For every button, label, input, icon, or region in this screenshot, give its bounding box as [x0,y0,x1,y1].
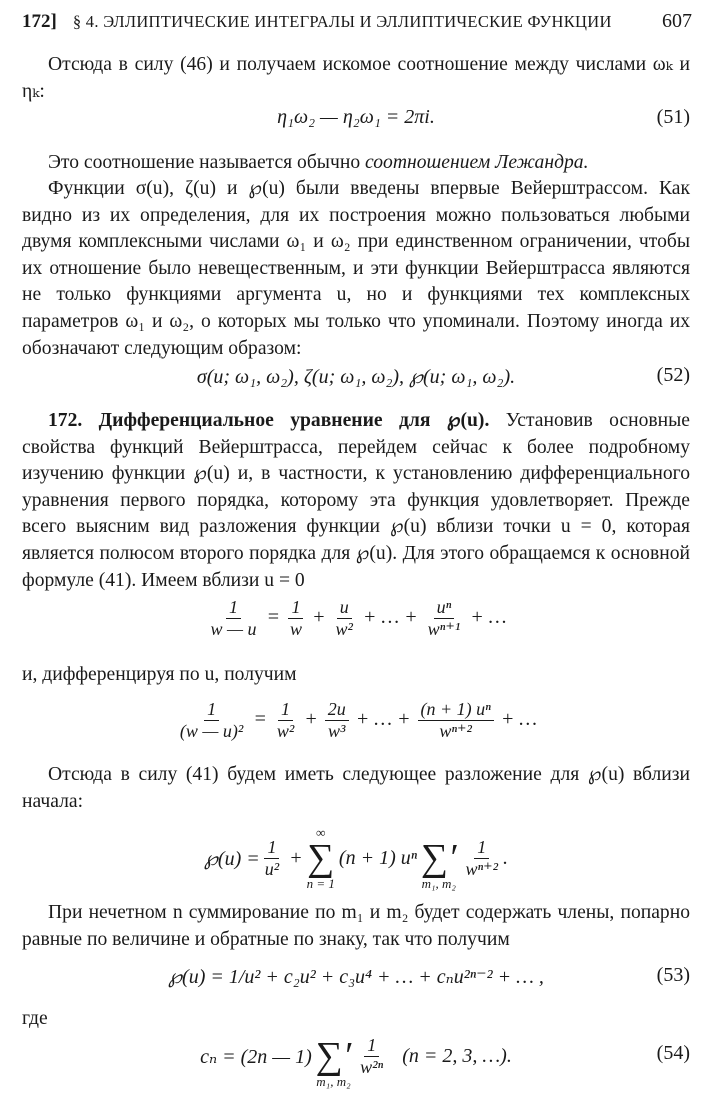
expansion-1: $\frac{1}{w — u}$ = $\frac{1}{w}$ + $\frac{u}{\text{w²}}$ + … + $\frac{\text{uⁿ}}{\text{wⁿ⁺¹}}$ + … [22,598,690,646]
paragraph-3: Функции σ(u), ζ(u) и ℘(u) были введены впервые Вейерштрассом. Как видно из их определения, для их построения можно пользоваться любыми двумя комплексными числами ω₁ и ω₂ при единственном ограничении, чтобы их отношение было невещественным, и эти функции Вейерштрасса являются не только функциями аргумента u, но и функциями тех комплексных параметров ω₁ и ω₂, о которых мы только что упоминали. Поэтому иногда их обозначают следующим образом: [22,178,690,359]
frac-1-wu2: $\frac{1}{\text{(w — u)²}}$ [179,699,244,741]
paragraph-7: При нечетном n суммирование по m₁ и m₂ будет содержать члены, попарно равные по величине и обратные по знаку, так что получим [22,902,690,950]
section-172 [22,408,690,594]
chapter-title: § 4. ЭЛЛИПТИЧЕСКИЕ ИНТЕГРАЛЫ И ЭЛЛИПТИЧЕСКИЕ ФУНКЦИИ [72,12,612,31]
frac-un-wn1: $\frac{\text{uⁿ}}{\text{wⁿ⁺¹}}$ [427,597,461,639]
frac-u-w2: $\frac{u}{\text{w²}}$ [335,597,353,639]
equation-51 [22,106,690,136]
section-ref: 172] [22,11,57,32]
frac-1-wu: $\frac{1}{w — u}$ [210,597,257,639]
legendre-term: соотношением Лежандра. [365,152,589,173]
paragraph-1: Отсюда в силу (46) и получаем искомое соотношение между числами ωₖ и ηₖ: [22,54,690,102]
page-number: 607 [662,10,692,32]
series-expansion: ℘(u) = $\frac{1}{\text{u²}}$ + ∞ ∑ n = 1 (n + 1) uⁿ ∑′ m₁, m₂ $\frac{1}{\text{wⁿ⁺²}}$ . [203,825,509,891]
equation-51-body: η₁ω₂ — η₂ω₁ = 2πi. [277,106,435,128]
paragraph-6: Отсюда в силу (41) будем иметь следующее разложение для ℘(u) вблизи начала: [22,764,690,812]
equation-51-number: (51) [656,106,690,128]
frac-n1un-wn2: $\frac{\text{(n + 1) uⁿ}}{\text{wⁿ⁺²}}$ [418,700,494,741]
paragraph-5: и, дифференцируя по u, получим [22,664,297,685]
paragraph-8: где [22,1008,48,1029]
paragraph-2 [22,150,690,177]
equation-53-body: ℘(u) = 1/u² + c₂u² + c₃u⁴ + … + cₙu²ⁿ⁻² + … , [168,966,544,988]
paragraph-2-text: Это соотношение называется обычно [48,152,366,173]
sum-54: ∑′ m₁, m₂ [315,1035,352,1089]
frac-1-w: $\frac{1}{w}$ [289,597,302,639]
running-header [22,10,692,38]
section-172-body: Установив основные свойства функций Вейерштрасса, перейдем сейчас к более подробному изучению функции ℘(u) и, в частности, к установлению дифференциального уравнения первого порядка, которому эта функция удовлетворяет. Прежде всего выясним вид разложения функции ℘(u) вблизи точки u = 0, которая является полюсом второго порядка для ℘(u). Для этого обращаемся к основной формуле (41). Имеем вблизи u = 0 [22,410,690,591]
sum-over-m: ∑′ m₁, m₂ [421,837,457,891]
frac-1-w2n: $\frac{1}{\text{w²ⁿ}}$ [360,1034,384,1077]
frac-1-wn2: $\frac{1}{\text{wⁿ⁺²}}$ [465,836,499,879]
equation-52-body: σ(u; ω₁, ω₂), ζ(u; ω₁, ω₂), ℘(u; ω₁, ω₂). [196,366,516,388]
equation-54: cₙ = (2n — 1) ∑′ m₁, m₂ $\frac{1}{\text{w²ⁿ}}$ (n = 2, 3, …). (54) [22,1020,690,1096]
frac-1-w2: $\frac{1}{\text{w²}}$ [276,699,295,741]
sum-over-n: ∞ ∑ n = 1 [306,825,335,891]
equation-52-number: (52) [656,364,690,386]
frac-1-u2: $\frac{1}{\text{u²}}$ [264,836,280,879]
equation-52 [22,364,690,394]
section-172-title: 172. Дифференциальное уравнение для ℘(u). [48,410,490,431]
equation-53 [22,958,690,998]
frac-2u-w3: $\frac{2u}{\text{w³}}$ [325,700,349,741]
equation-53-number: (53) [656,964,690,986]
equation-54-number: (54) [656,1042,690,1064]
expansion-2: $\frac{1}{\text{(w — u)²}}$ = $\frac{1}{\text{w²}}$ + $\frac{2u}{\text{w³}}$ + … + $\frac{\text{(n + 1) uⁿ}}{\text{wⁿ⁺²}}$ + … [22,700,690,750]
